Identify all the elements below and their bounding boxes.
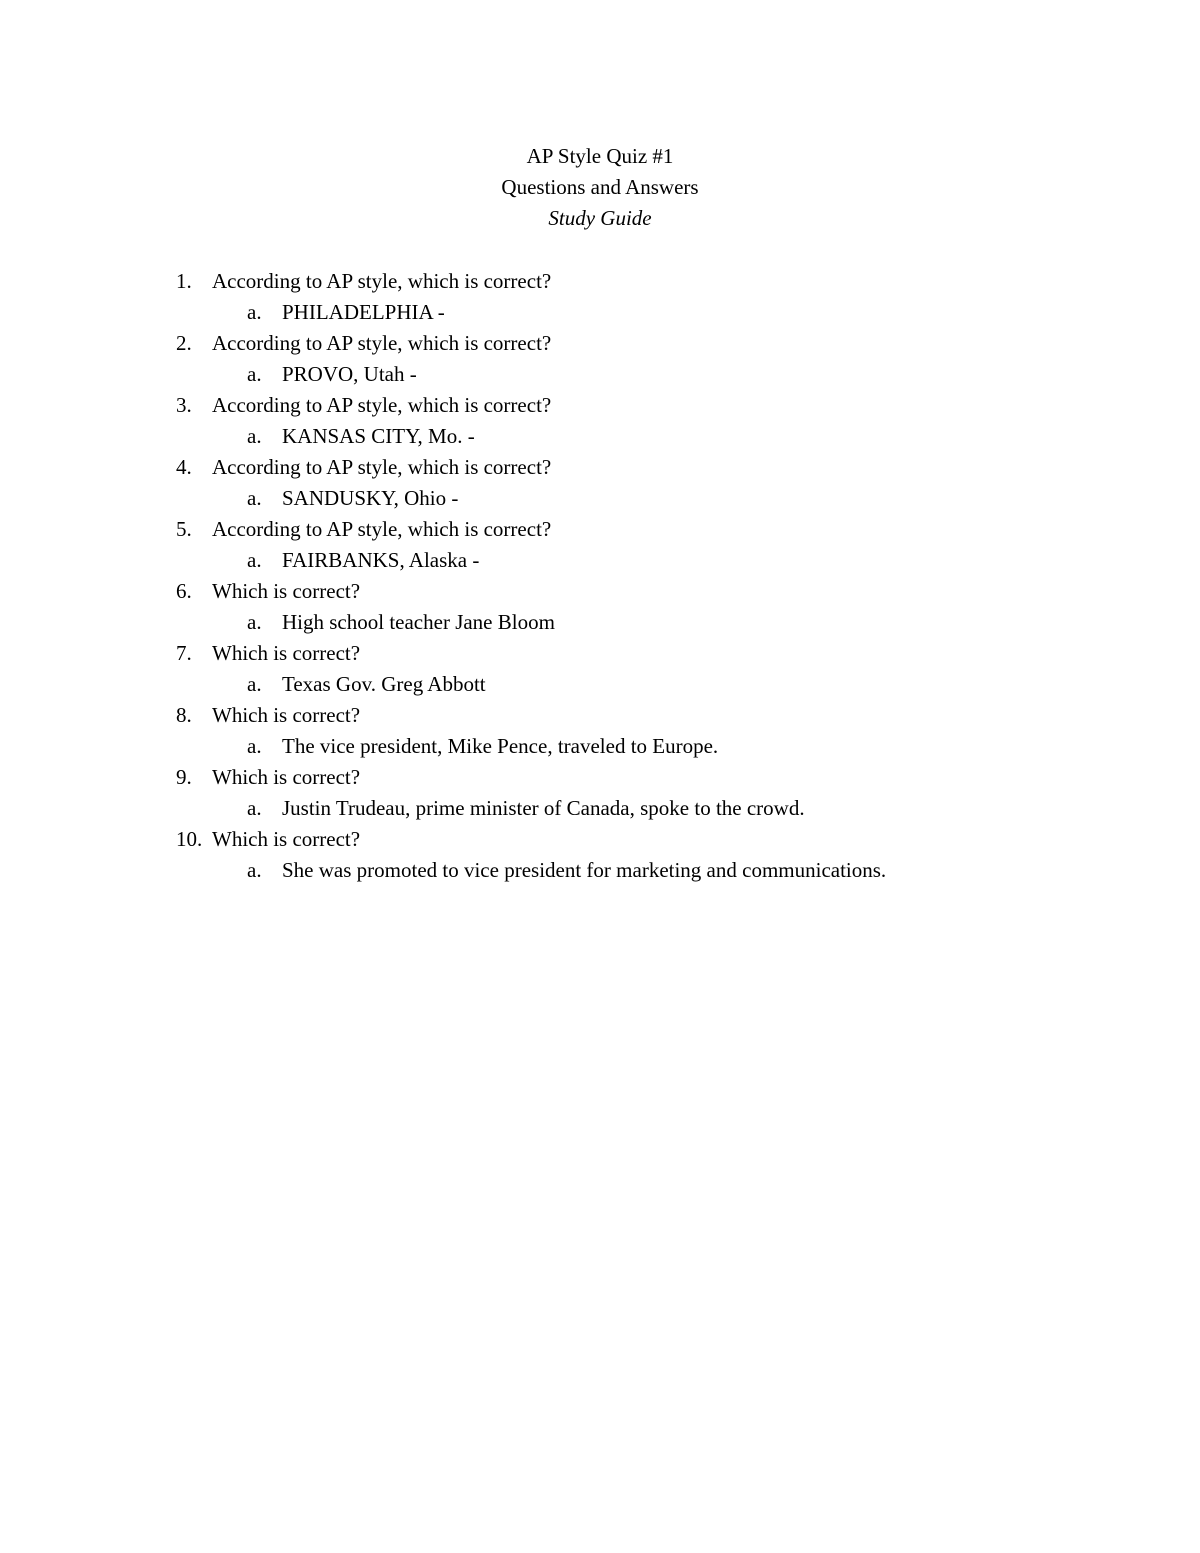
answer-text: High school teacher Jane Bloom <box>282 610 555 634</box>
question-text: According to AP style, which is correct? <box>212 517 552 541</box>
answer-letter: a. <box>247 362 262 386</box>
answer-text: SANDUSKY, Ohio - <box>282 486 459 510</box>
answer-item <box>0 855 1200 886</box>
answer-text: KANSAS CITY, Mo. - <box>282 424 475 448</box>
answer-text: The vice president, Mike Pence, traveled to Europe. <box>282 734 719 758</box>
answer-letter: a. <box>247 610 262 634</box>
answer-item <box>0 421 1200 452</box>
question-text: According to AP style, which is correct? <box>212 269 552 293</box>
answer-text: She was promoted to vice president for marketing and communications. <box>282 858 887 882</box>
question-item <box>0 328 1200 359</box>
question-number: 10. <box>176 827 203 851</box>
answer-item <box>0 607 1200 638</box>
answer-text: PHILADELPHIA - <box>282 300 445 324</box>
question-item <box>0 824 1200 855</box>
question-item <box>0 390 1200 421</box>
document-header <box>0 141 1200 234</box>
answer-letter: a. <box>247 734 262 758</box>
answer-text: Justin Trudeau, prime minister of Canada, spoke to the crowd. <box>282 796 805 820</box>
answer-text: PROVO, Utah - <box>282 362 417 386</box>
question-item <box>0 638 1200 669</box>
question-number: 9. <box>176 765 192 789</box>
question-number: 6. <box>176 579 192 603</box>
answer-item <box>0 793 1200 824</box>
question-number: 1. <box>176 269 192 293</box>
question-list <box>0 266 1200 886</box>
question-text: Which is correct? <box>212 579 361 603</box>
question-text: According to AP style, which is correct? <box>212 331 552 355</box>
question-text: Which is correct? <box>212 765 361 789</box>
answer-letter: a. <box>247 486 262 510</box>
question-item <box>0 700 1200 731</box>
question-number: 8. <box>176 703 192 727</box>
answer-item <box>0 359 1200 390</box>
answer-text: Texas Gov. Greg Abbott <box>282 672 486 696</box>
answer-letter: a. <box>247 858 262 882</box>
answer-item <box>0 731 1200 762</box>
answer-text: FAIRBANKS, Alaska - <box>282 548 480 572</box>
question-number: 2. <box>176 331 192 355</box>
question-item <box>0 452 1200 483</box>
answer-letter: a. <box>247 548 262 572</box>
answer-item <box>0 297 1200 328</box>
question-number: 5. <box>176 517 192 541</box>
question-text: According to AP style, which is correct? <box>212 393 552 417</box>
answer-item <box>0 483 1200 514</box>
question-text: According to AP style, which is correct? <box>212 455 552 479</box>
answer-item <box>0 545 1200 576</box>
document-title: AP Style Quiz #1 <box>526 144 674 168</box>
question-number: 4. <box>176 455 192 479</box>
question-number: 3. <box>176 393 192 417</box>
answer-item <box>0 669 1200 700</box>
document-subtitle: Questions and Answers <box>501 175 699 199</box>
question-text: Which is correct? <box>212 703 361 727</box>
answer-letter: a. <box>247 796 262 820</box>
answer-letter: a. <box>247 424 262 448</box>
question-number: 7. <box>176 641 192 665</box>
question-item <box>0 762 1200 793</box>
question-item <box>0 514 1200 545</box>
answer-letter: a. <box>247 300 262 324</box>
study-guide-label: Study Guide <box>548 206 652 230</box>
question-text: Which is correct? <box>212 641 361 665</box>
question-item <box>0 266 1200 297</box>
answer-letter: a. <box>247 672 262 696</box>
question-text: Which is correct? <box>212 827 361 851</box>
question-item <box>0 576 1200 607</box>
